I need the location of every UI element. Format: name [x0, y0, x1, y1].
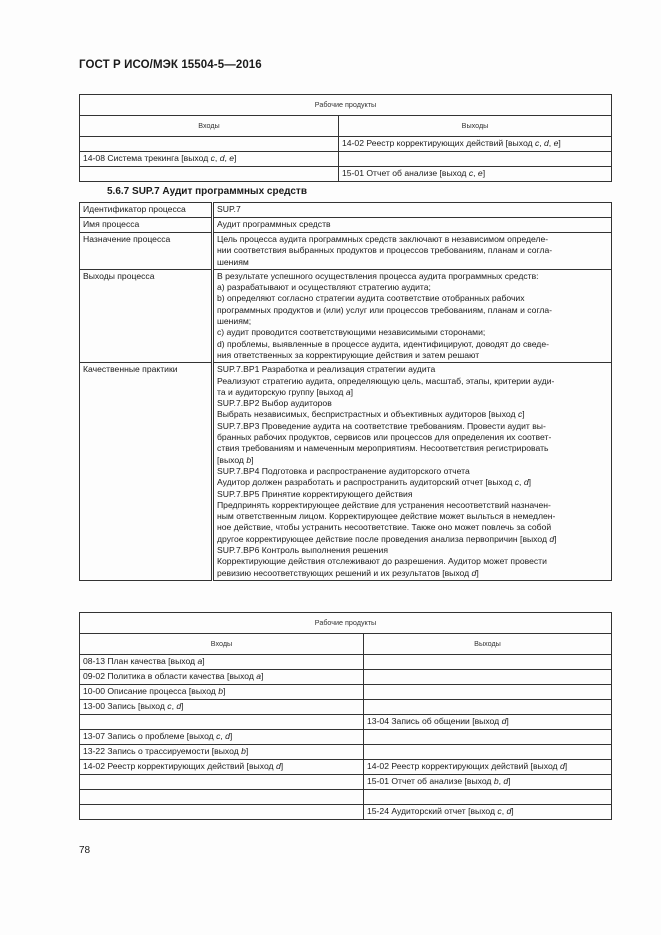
text-line: Предпринять корректирующее действие для устранения несоответствий назначен- [217, 499, 551, 510]
table-row [80, 775, 612, 790]
output-cell [364, 790, 612, 805]
input-cell [80, 137, 339, 152]
output-cell [364, 655, 612, 670]
input-cell [80, 715, 364, 730]
output-cell [364, 745, 612, 760]
text-line: нии соответствия выбранных продуктов и процессов требованиям, планам и согла- [217, 245, 553, 256]
text-line: Цель процесса аудита программных средств заключают в независимом определе- [217, 234, 549, 244]
bottom-work-products-table [79, 612, 612, 820]
text-line: а) разрабатывают и осуществляют стратегию аудита; [217, 282, 431, 293]
column-header-outputs: Выходы [339, 116, 612, 137]
table-row [80, 790, 612, 805]
input-cell [80, 167, 339, 182]
process-id-value: SUP.7 [213, 203, 612, 218]
column-header-inputs: Входы [80, 116, 339, 137]
text-line: SUP.7.BP1 Разработка и реализация стратегии аудита [217, 364, 436, 375]
page-number: 78 [79, 845, 91, 856]
text-line: другое корректирующее действие после проведения анализа первопричин [выход d] [217, 533, 557, 544]
text-line: Корректирующие действия отслеживают до разрешения. Аудитор может провести [217, 556, 547, 567]
table-row [80, 745, 612, 760]
input-cell: 09-02 Политика в области качества [выход a] [80, 670, 364, 685]
process-purpose-text [213, 233, 612, 270]
output-cell: 14-02 Реестр корректирующих действий [выход d] [364, 760, 612, 775]
output-cell [339, 152, 612, 167]
output-cell: 13-04 Запись об общении [выход d] [364, 715, 612, 730]
text-line: программных продуктов и (или) услуг или процессов требованиям, планам и согла- [217, 304, 553, 315]
input-cell [80, 775, 364, 790]
process-outcomes-label: Выходы процесса [80, 269, 213, 362]
output-cell: 15-01 Отчет об анализе [выход c, e] [339, 167, 612, 182]
output-cell: 15-01 Отчет об анализе [выход b, d] [364, 775, 612, 790]
text-line: ствия требованиям и намеченным мероприятиям. Несоответствия регистрировать [217, 443, 549, 454]
text-line: бранных рабочих продуктов, сервисов или процессов для определения их соответ- [217, 432, 552, 443]
table-row [80, 700, 612, 715]
base-practices-label: Качественные практики [80, 363, 213, 581]
text-line: b) определяют согласно стратегии аудита соответствие отобранных рабочих [217, 293, 525, 304]
table-row [80, 685, 612, 700]
text-line: SUP.7.BP5 Принятие корректирующего действия [217, 488, 413, 499]
table-row [80, 760, 612, 775]
table-row [80, 137, 612, 152]
column-header-outputs: Выходы [364, 634, 612, 655]
input-cell [80, 805, 364, 820]
text-line: SUP.7.BP2 Выбор аудиторов [217, 398, 332, 409]
process-id-label: Идентификатор процесса [80, 203, 213, 218]
section-heading: 5.6.7 SUP.7 Аудит программных средств [107, 186, 307, 197]
input-cell: 14-08 Система трекинга [выход c, d, e] [80, 152, 339, 167]
text-line: Выбрать независимых, беспристрастных и объективных аудиторов [выход c] [217, 409, 525, 420]
table-row [80, 670, 612, 685]
table-row [80, 152, 612, 167]
column-header-inputs: Входы [80, 634, 364, 655]
table-caption: Рабочие продукты [80, 95, 612, 116]
process-outcomes-text [213, 269, 612, 362]
standard-title: ГОСТ Р ИСО/МЭК 15504-5—2016 [79, 59, 262, 71]
input-cell: 14-02 Реестр корректирующих действий [выход d] [80, 760, 364, 775]
process-name-value: Аудит программных средств [213, 218, 612, 233]
text-line: d) проблемы, выявленные в процессе аудита, идентифицируют, доводят до сведе- [217, 338, 549, 349]
text-line: та и аудиторскую группу [выход a] [217, 386, 353, 397]
text-line: Реализуют стратегию аудита, определяющую цель, масштаб, этапы, критерии ауди- [217, 375, 555, 386]
text-line: ревизию несоответствующих решений и их результатов [выход d] [217, 567, 479, 578]
text-line: Аудитор должен разработать и распространить аудиторский отчет [выход c, d] [217, 477, 531, 488]
text-line: В результате успешного осуществления процесса аудита программных средств: [217, 270, 539, 281]
output-cell: 15-24 Аудиторский отчет [выход c, d] [364, 805, 612, 820]
output-cell [364, 730, 612, 745]
input-cell: 08-13 План качества [выход a] [80, 655, 364, 670]
input-cell: 13-22 Запись о трассируемости [выход b] [80, 745, 364, 760]
text-line: шениям; [217, 316, 252, 327]
table-caption: Рабочие продукты [80, 613, 612, 634]
output-cell [364, 700, 612, 715]
output-cell [364, 670, 612, 685]
text-line: SUP.7.BP3 Проведение аудита на соответствие требованиям. Провести аудит вы- [217, 420, 546, 431]
text-line: ным ответственным лицом. Корректирующее действие может выльться в немедлен- [217, 511, 556, 522]
table-row [80, 730, 612, 745]
top-work-products-table [79, 94, 612, 182]
text-line: c) аудит проводится соответствующими независимыми сторонами; [217, 327, 486, 338]
text-line: [выход b] [217, 454, 254, 465]
output-cell [364, 685, 612, 700]
text-line: шениям [217, 256, 249, 267]
text-line: ное действие, чтобы устранить несоответствие. Также оно может повлечь за собой [217, 522, 552, 533]
input-cell: 10-00 Описание процесса [выход b] [80, 685, 364, 700]
table-row [80, 715, 612, 730]
text-line: SUP.7.BP4 Подготовка и распространение аудиторского отчета [217, 465, 470, 476]
text-line: ния ответственных за корректирующие действия и затем решают [217, 349, 480, 360]
input-cell: 13-07 Запись о проблеме [выход c, d] [80, 730, 364, 745]
base-practices-text [213, 363, 612, 581]
text-line: SUP.7.BP6 Контроль выполнения решения [217, 545, 389, 556]
process-description-table [79, 202, 612, 581]
table-row [80, 167, 612, 182]
input-cell: 13-00 Запись [выход c, d] [80, 700, 364, 715]
table-row [80, 655, 612, 670]
table-row [80, 805, 612, 820]
output-cell: 14-02 Реестр корректирующих действий [выход c, d, e] [339, 137, 612, 152]
process-purpose-label: Назначение процесса [80, 233, 213, 270]
process-name-label: Имя процесса [80, 218, 213, 233]
input-cell [80, 790, 364, 805]
